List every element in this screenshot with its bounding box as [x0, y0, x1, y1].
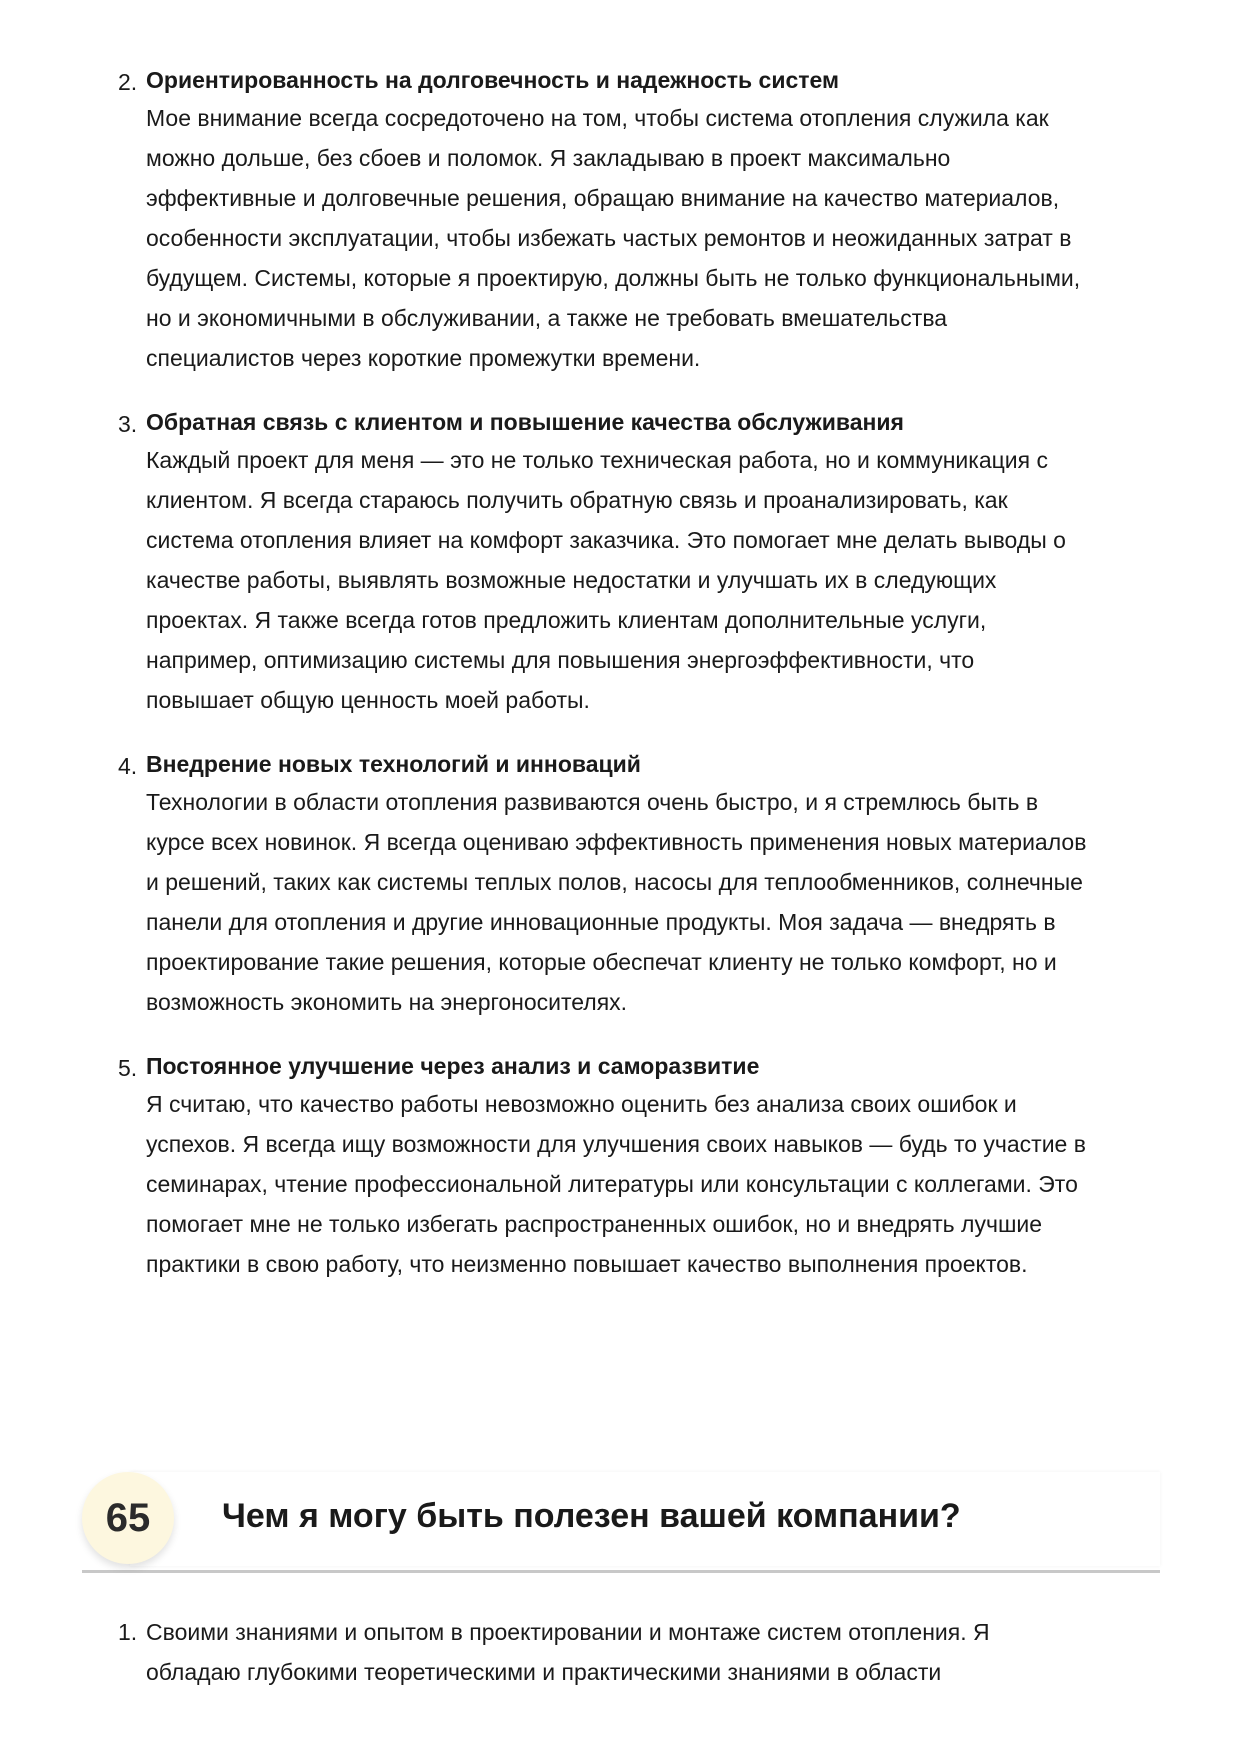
- list-item-line: практики в свою работу, что неизменно повышает качество выполнения проектов.: [146, 1251, 1028, 1277]
- list-item: [118, 404, 1168, 720]
- list-item-line: например, оптимизацию системы для повышения энергоэффективности, что: [146, 647, 975, 673]
- list-item-line: особенности эксплуатации, чтобы избежать частых ремонтов и неожиданных затрат в: [146, 225, 1072, 251]
- list-item-line: Технологии в области отопления развиваются очень быстро, и я стремлюсь быть в: [146, 789, 1039, 815]
- list-item-line: проектах. Я также всегда готов предложить клиентам дополнительные услуги,: [146, 607, 987, 633]
- list-item-title: Ориентированность на долговечность и надежность систем: [146, 67, 840, 93]
- list-item-title: Обратная связь с клиентом и повышение качества обслуживания: [146, 409, 904, 435]
- list-item-line: и решений, таких как системы теплых полов, насосы для теплообменников, солнечные: [146, 869, 1083, 895]
- list-item-line: клиентом. Я всегда стараюсь получить обратную связь и проанализировать, как: [146, 487, 1008, 513]
- list-item-line: Каждый проект для меня — это не только техническая работа, но и коммуникация с: [146, 447, 1048, 473]
- section-header: [82, 1468, 1160, 1573]
- list-item-line: успехов. Я всегда ищу возможности для улучшения своих навыков — будь то участие в: [146, 1131, 1086, 1157]
- list-item-title: Постоянное улучшение через анализ и саморазвитие: [146, 1053, 760, 1079]
- list-item-line: Я считаю, что качество работы невозможно оценить без анализа своих ошибок и: [146, 1091, 1017, 1117]
- list-item-line: повышает общую ценность моей работы.: [146, 687, 590, 713]
- list-item-title: Внедрение новых технологий и инноваций: [146, 751, 641, 777]
- list-item-number: 2.: [118, 69, 138, 95]
- list-item-number: 3.: [118, 411, 138, 437]
- list-item-line: специалистов через короткие промежутки времени.: [146, 345, 701, 371]
- list-item: [118, 62, 1168, 378]
- list-item-number: 5.: [118, 1055, 138, 1081]
- list-item-line: эффективные и долговечные решения, обращаю внимание на качество материалов,: [146, 185, 1060, 211]
- list-item-line: семинарах, чтение профессиональной литературы или консультации с коллегами. Это: [146, 1171, 1078, 1197]
- list-item-line: можно дольше, без сбоев и поломок. Я закладываю в проект максимально: [146, 145, 951, 171]
- list-item-line: Своими знаниями и опытом в проектировании и монтаже систем отопления. Я: [146, 1619, 990, 1645]
- numbered-list: [118, 62, 1168, 1310]
- list-item-line: курсе всех новинок. Я всегда оцениваю эффективность применения новых материалов: [146, 829, 1087, 855]
- list-item-line: качестве работы, выявлять возможные недостатки и улучшать их в следующих: [146, 567, 997, 593]
- list-item: [118, 1612, 1168, 1692]
- list-item-line: помогает мне не только избегать распространенных ошибок, но и внедрять лучшие: [146, 1211, 1043, 1237]
- list-item-number: 1.: [118, 1619, 138, 1645]
- section-number-badge: 65: [82, 1472, 174, 1564]
- list-item-line: обладаю глубокими теоретическими и практическими знаниями в области: [146, 1659, 942, 1685]
- list-item-line: но и экономичными в обслуживании, а также не требовать вмешательства: [146, 305, 948, 331]
- list-item-line: Мое внимание всегда сосредоточено на том, чтобы система отопления служила как: [146, 105, 1049, 131]
- list-item: [118, 746, 1168, 1022]
- list-item-line: проектирование такие решения, которые обеспечат клиенту не только комфорт, но и: [146, 949, 1057, 975]
- list-item-line: система отопления влияет на комфорт заказчика. Это помогает мне делать выводы о: [146, 527, 1066, 553]
- list-item-line: будущем. Системы, которые я проектирую, должны быть не только функциональными,: [146, 265, 1081, 291]
- list-item-line: возможность экономить на энергоносителях.: [146, 989, 628, 1015]
- section-title: Чем я могу быть полезен вашей компании?: [222, 1497, 961, 1535]
- numbered-list: [118, 1612, 1168, 1692]
- list-item-number: 4.: [118, 753, 138, 779]
- list-item: [118, 1048, 1168, 1284]
- list-item-line: панели для отопления и другие инновационные продукты. Моя задача — внедрять в: [146, 909, 1056, 935]
